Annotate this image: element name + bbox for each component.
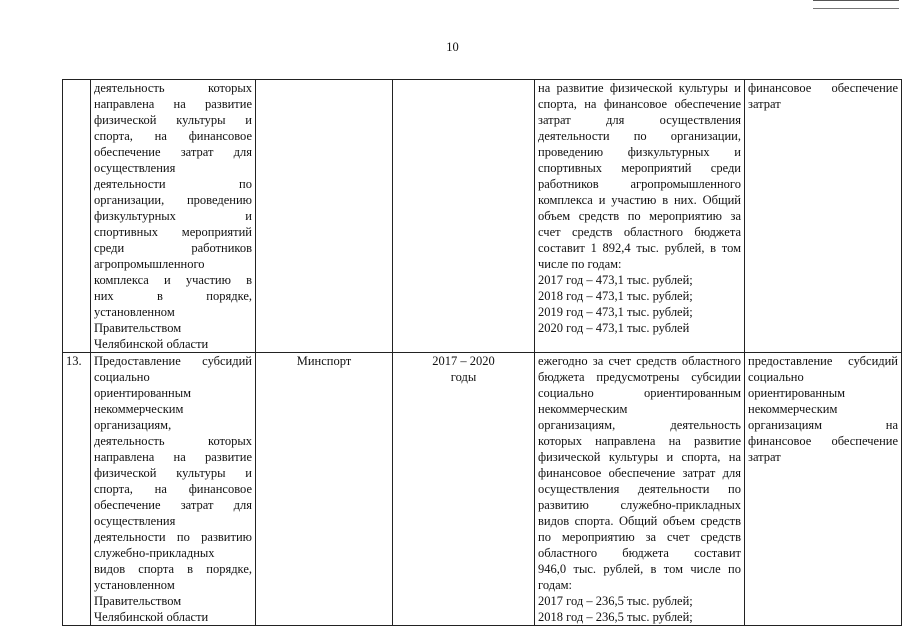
- measure-cell-line: ориентированным: [94, 386, 192, 400]
- table-row: [63, 80, 902, 353]
- measure-cell-line: деятельность которых: [94, 434, 252, 448]
- period-cell: [393, 80, 535, 353]
- measure-cell-line: деятельности по: [94, 177, 252, 191]
- measure-cell-line: физкультурных и: [94, 209, 252, 223]
- table-row: [63, 353, 902, 626]
- measure-cell-line: Челябинской области: [94, 337, 209, 351]
- measure-cell-line: обеспечение затрат для: [94, 145, 252, 159]
- measure-cell-line: Предоставление субсидий: [94, 354, 252, 368]
- measure-cell-line: организациям,: [94, 418, 172, 432]
- measure-cell-line: обеспечение затрат для: [94, 498, 252, 512]
- scan-corner-mark: [813, 0, 899, 9]
- measure-cell-line: агропромышленного: [94, 257, 205, 271]
- description-cell-line: некоммерческим: [538, 402, 628, 416]
- description-cell-line: ежегодно за счет средств областного: [538, 354, 741, 368]
- description-cell: [535, 353, 745, 626]
- measure-cell-line: служебно-прикладных: [94, 546, 215, 560]
- description-cell-line: областного бюджета составит: [538, 546, 741, 560]
- description-cell-line: 2018 год – 236,5 тыс. рублей;: [538, 610, 693, 624]
- result-cell: [745, 353, 902, 626]
- period-cell-line: годы: [450, 370, 477, 384]
- description-cell-line: на развитие физической культуры и: [538, 81, 741, 95]
- result-cell-line: ориентированным: [748, 386, 846, 400]
- description-cell-line: комплекса и участию в них. Общий: [538, 193, 741, 207]
- result-cell-line: социально: [748, 370, 804, 384]
- result-cell-line: организациям на: [748, 418, 898, 432]
- description-cell-line: спортивных мероприятий среди: [538, 161, 741, 175]
- measure-cell-line: Челябинской области: [94, 610, 209, 624]
- measure-cell-line: деятельности по развитию: [94, 530, 252, 544]
- description-cell-line: бюджета предусмотрены субсидии: [538, 370, 741, 384]
- measure-cell-line: Правительством: [94, 321, 182, 335]
- measure-cell-line: осуществления: [94, 161, 176, 175]
- measure-cell-line: спорта, на финансовое: [94, 129, 252, 143]
- measure-cell-line: направлена на развитие: [94, 450, 252, 464]
- description-cell-line: видов спорта. Общий объем средств: [538, 514, 741, 528]
- measure-cell-line: направлена на развитие: [94, 97, 252, 111]
- description-cell-line: которых направлена на развитие: [538, 434, 741, 448]
- description-cell-line: 2019 год – 473,1 тыс. рублей;: [538, 305, 693, 319]
- measures-table: [62, 79, 902, 626]
- measure-cell-line: среди работников: [94, 241, 252, 255]
- description-cell-line: числе по годам:: [538, 257, 622, 271]
- measure-cell-line: видов спорта в порядке,: [94, 562, 252, 576]
- executor-cell: Минспорт: [256, 353, 393, 626]
- measure-cell-line: физической культуры и: [94, 466, 252, 480]
- description-cell-line: 2018 год – 473,1 тыс. рублей;: [538, 289, 693, 303]
- description-cell-line: по мероприятию за счет средств: [538, 530, 741, 544]
- description-cell-line: 946,0 тыс. рублей, в том числе по: [538, 562, 741, 576]
- measure-cell-line: комплекса и участию в: [94, 273, 252, 287]
- description-cell-line: организациям, деятельность: [538, 418, 741, 432]
- description-cell-line: счет средств областного бюджета: [538, 225, 741, 239]
- measure-cell-line: деятельность которых: [94, 81, 252, 95]
- description-cell-line: развитию служебно-прикладных: [538, 498, 741, 512]
- page-number: 10: [446, 40, 459, 54]
- description-cell-line: составит 1 892,4 тыс. рублей, в том: [538, 241, 741, 255]
- description-cell-line: 2017 год – 236,5 тыс. рублей;: [538, 594, 693, 608]
- measure-cell-line: организации, проведению: [94, 193, 252, 207]
- measure-cell-line: социально: [94, 370, 150, 384]
- result-cell-line: затрат: [748, 450, 781, 464]
- result-cell-line: затрат: [748, 97, 781, 111]
- description-cell-line: спорта, на финансовое обеспечение: [538, 97, 741, 111]
- description-cell-line: 2020 год – 473,1 тыс. рублей: [538, 321, 690, 335]
- measure-cell-line: осуществления: [94, 514, 176, 528]
- result-cell-line: предоставление субсидий: [748, 354, 898, 368]
- measure-cell: [91, 80, 256, 353]
- description-cell-line: 2017 год – 473,1 тыс. рублей;: [538, 273, 693, 287]
- result-cell-line: финансовое обеспечение: [748, 434, 898, 448]
- period-cell: [393, 353, 535, 626]
- description-cell-line: работников агропромышленного: [538, 177, 741, 191]
- measure-cell-line: них в порядке,: [94, 289, 252, 303]
- executor-cell: [256, 80, 393, 353]
- description-cell-line: объем средств по мероприятию за: [538, 209, 741, 223]
- description-cell-line: деятельности по организации,: [538, 129, 741, 143]
- description-cell-line: затрат для осуществления: [538, 113, 741, 127]
- result-cell-line: финансовое обеспечение: [748, 81, 898, 95]
- measure-cell: [91, 353, 256, 626]
- measure-cell-line: установленном: [94, 305, 175, 319]
- result-cell-line: некоммерческим: [748, 402, 838, 416]
- result-cell: [745, 80, 902, 353]
- measure-cell-line: спорта, на финансовое: [94, 482, 252, 496]
- measure-cell-line: физической культуры и: [94, 113, 252, 127]
- description-cell-line: социально ориентированным: [538, 386, 741, 400]
- description-cell-line: финансовое обеспечение затрат для: [538, 466, 741, 480]
- period-cell-line: 2017 – 2020: [432, 354, 495, 368]
- row-number: 13.: [63, 353, 91, 626]
- description-cell-line: осуществления деятельности по: [538, 482, 741, 496]
- measure-cell-line: Правительством: [94, 594, 182, 608]
- description-cell: [535, 80, 745, 353]
- description-cell-line: проведению физкультурных и: [538, 145, 741, 159]
- description-cell-line: физической культуры и спорта, на: [538, 450, 741, 464]
- measure-cell-line: установленном: [94, 578, 175, 592]
- description-cell-line: годам:: [538, 578, 572, 592]
- measure-cell-line: некоммерческим: [94, 402, 184, 416]
- row-number: [63, 80, 91, 353]
- measure-cell-line: спортивных мероприятий: [94, 225, 252, 239]
